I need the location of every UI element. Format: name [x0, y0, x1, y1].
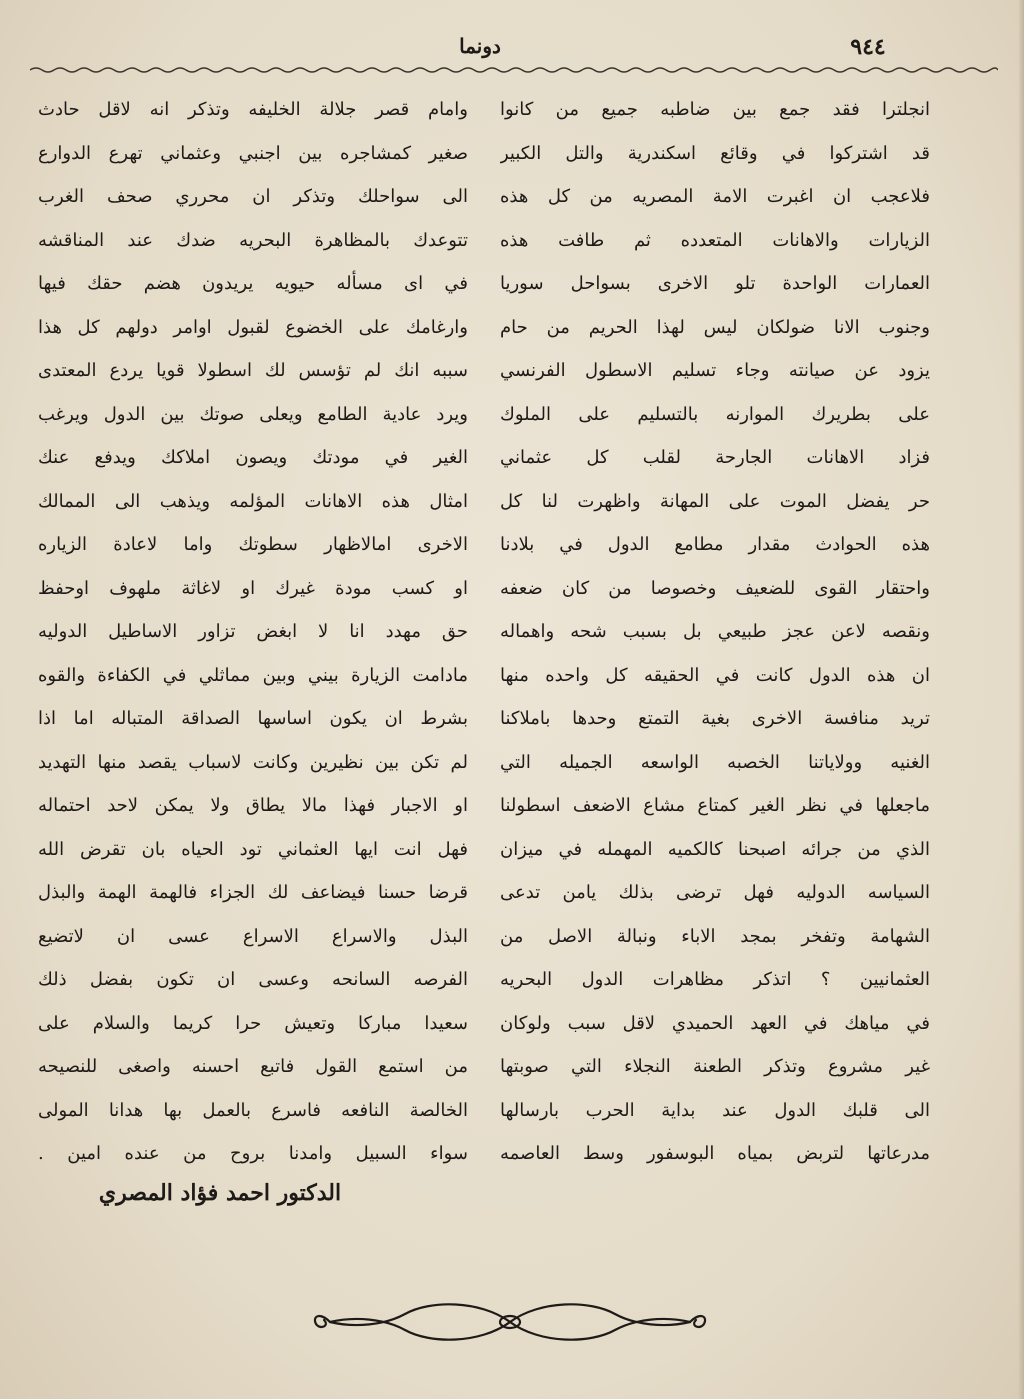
right-column-line: حر يفضل الموت على المهانة واظهرت لنا كل — [500, 490, 930, 512]
right-column-line: الى قلبك الدول عند بداية الحرب بارسالها — [500, 1099, 930, 1121]
right-column-line: ماجعلها في نظر الغير كمتاع مشاع الاضعف اسطولنا — [500, 795, 930, 816]
header-rule — [30, 66, 998, 74]
left-column-line: الغير في مودتك ويصون املاكك ويدفع عنك — [38, 447, 468, 468]
left-column-line: من استمع القول فاتبع احسنه واصغى للنصيحه — [38, 1056, 468, 1077]
author-signature: الدكتور احمد فؤاد المصري — [98, 1180, 342, 1206]
left-column-line: سعيدا مباركا وتعيش حرا كريما والسلام على — [38, 1012, 468, 1034]
right-column-line: في مياهك في العهد الحميدي لاقل سبب ولوكان — [500, 1012, 930, 1034]
right-column-line: ونقصه لاعن عجز طبيعي بل بسبب شحه واهماله — [500, 621, 930, 642]
right-column-line: انجلترا فقد جمع بين ضاطبه جميع من كانوا — [500, 99, 930, 120]
right-column-text — [500, 88, 930, 1176]
left-column-line: او الاجبار فهذا مالا يطاق ولا يمكن لاحد احتماله — [38, 795, 468, 816]
left-column-line: الى سواحلك وتذكر ان محرري صحف الغرب — [38, 186, 468, 207]
right-column-line: هذه الحوادث مقدار مطامع الدول في بلادنا — [500, 534, 930, 555]
left-column-line: وارغامك على الخضوع لقبول اوامر دولهم كل هذا — [38, 316, 468, 338]
left-column-line: او كسب مودة غيرك او لاغاثة ملهوف اوحفظ — [38, 577, 468, 599]
right-column-line: الغنيه وولاياتنا الخصبه الواسعه الجميله التي — [500, 751, 930, 773]
left-column-line: تتوعدك بالمظاهرة البحريه ضدك عند المناقشه — [38, 229, 468, 251]
left-column-line: الخالصة النافعه فاسرع بالعمل بها هدانا المولى — [38, 1099, 468, 1121]
right-column-line: غير مشروع وتذكر الطعنة النجلاء التي صوبتها — [500, 1056, 930, 1077]
page-edge-shadow — [1018, 0, 1024, 1399]
left-column-text — [38, 88, 468, 1176]
left-column-line: وامام قصر جلالة الخليفه وتذكر انه لاقل حادث — [38, 99, 468, 120]
right-column-line: العمارات الواحدة تلو الاخرى بسواحل سوريا — [500, 273, 930, 294]
left-column-line: البذل والاسراع الاسراع عسى ان لاتضيع — [38, 925, 468, 947]
left-column-line: سببه انك لم تؤسس لك اسطولا قويا يردع المعتدى — [38, 360, 468, 381]
right-column-line: يزود عن صيانته وجاء تسليم الاسطول الفرنسي — [500, 360, 930, 381]
left-column-line: لم تكن بين نظيرين وكانت لاسباب يقصد منها التهديد — [38, 751, 468, 773]
right-column-line: الذي من جرائه اصبحنا كالكميه المهمله في ميزان — [500, 838, 930, 860]
right-column-line: وجنوب الانا ضولكان ليس لهذا الحريم من حام — [500, 316, 930, 338]
right-column-line: ان هذه الدول كانت في الحقيقه كل واحده منها — [500, 664, 930, 686]
page-number: ٩٤٤ — [850, 34, 886, 60]
left-column-line: ويرد عادية الطامع ويعلى صوتك بين الدول ويرغب — [38, 403, 468, 425]
right-column-line: الزيارات والاهانات المتعدده ثم طافت هذه — [500, 229, 930, 251]
left-column-line: في اى مسأله حيويه يريدون هضم حقك فيها — [38, 273, 468, 294]
right-column-line: تريد منافسة الاخرى بغية التمتع وحدها باملاكنا — [500, 708, 930, 729]
right-column-line: العثمانيين ؟ اتذكر مظاهرات الدول البحريه — [500, 969, 930, 990]
right-column-line: مدرعاتها لتربض بمياه البوسفور وسط العاصمه — [500, 1143, 930, 1164]
left-column-line: سواء السبيل وامدنا بروح من عنده امين . — [38, 1143, 468, 1164]
left-column-line: الفرصه السانحه وعسى ان تكون بفضل ذلك — [38, 969, 468, 990]
right-column-line: قد اشتركوا في وقائع اسكندرية والتل الكبير — [500, 142, 930, 164]
closing-ornament — [310, 1292, 710, 1352]
left-column-line: امثال هذه الاهانات المؤلمه ويذهب الى الممالك — [38, 490, 468, 512]
right-column-line: الشهامة وتفخر بمجد الاباء ونبالة الاصل من — [500, 925, 930, 947]
running-title: دونما — [459, 34, 501, 58]
left-column-line: بشرط ان يكون اساسها الصداقة المتباله اما اذا — [38, 708, 468, 729]
right-column-line: السياسه الدوليه فهل ترضى بذلك يامن تدعى — [500, 882, 930, 903]
right-column-line: واحتقار القوى للضعيف وخصوصا من كان ضعفه — [500, 577, 930, 599]
right-column-line: فلاعجب ان اغبرت الامة المصريه من كل هذه — [500, 186, 930, 207]
right-column-line: فزاد الاهانات الجارحة لقلب كل عثماني — [500, 447, 930, 468]
left-column-line: فهل انت ايها العثماني تود الحياه بان تقرض الله — [38, 838, 468, 860]
left-column-line: صغير كمشاجره بين اجنبي وعثماني تهرع الدوارع — [38, 142, 468, 164]
right-column-line: على بطريرك الموارنه بالتسليم على الملوك — [500, 403, 930, 425]
left-column-line: حق مهدد انا لا ابغض تزاور الاساطيل الدوليه — [38, 621, 468, 642]
left-column-line: مادامت الزيارة بيني وبين مماثلي في الكفاءة والقوه — [38, 664, 468, 686]
left-column-line: الاخرى امالاظهار سطوتك واما لاعادة الزياره — [38, 534, 468, 555]
left-column-line: قرضا حسنا فيضاعف لك الجزاء فالهمة الهمة والبذل — [38, 882, 468, 903]
